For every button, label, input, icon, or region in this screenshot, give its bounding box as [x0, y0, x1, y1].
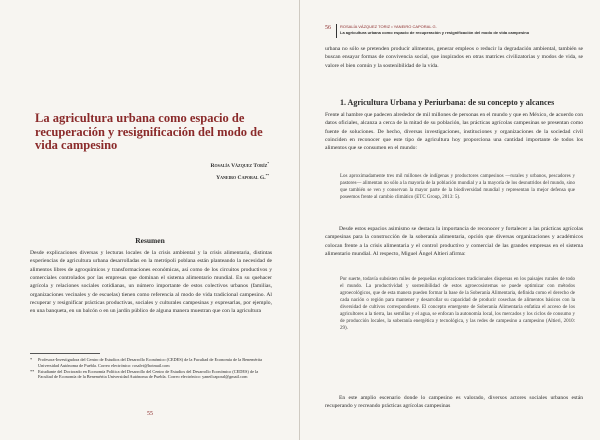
running-head — [340, 24, 529, 35]
footnote-1: * Profesora-Investigadora del Centro de Estudios del Desarrollo Económico (CEDES) de la Facultad de Economía de la Benemérita Universidad Autónoma de Puebla. Correo electrónico: rosalvt@hotmail.com — [30, 357, 263, 368]
author-1: Rosalía Vázquez Toríz* — [210, 161, 269, 169]
block-quote-2: Por suerte, todavía subsisten miles de pequeñas explotaciones tradicionales dispersas en los paisajes rurales de todo el mundo. La productividad y sostenibilidad de estos agroecosistemas se puede optimizar con métodos agroecológicos, que de esta manera pueden formar la base de la Soberanía Alimentaria, definida como el derecho de cada nación o región para mantener y desarrollar su capacidad de producir cosechas de alimentos básicos con la diversidad de cultivos correspondiente. El concepto emergente de Soberanía Alimentaria enfatiza el acceso de los agricultores a la tierra, las semillas y el agua, se enfocan la autonomía local, los mercados y los ciclos de consumo y de producción locales, la soberanía energética y tecnológica, y las redes de campesino a campesino (Altieri, 2010: 29). — [340, 277, 575, 331]
paragraph-1: Frente al hambre que padecen alrededor de mil millones de personas en el mundo y que en México, de acuerdo con datos oficiales, alcanza a cerca de la mitad de su población, las prácticas agrícolas campesinas se presentan como fuente de soluciones. De hecho, diversas investigaciones, instituciones y organizaciones de la sociedad civil coinciden en reconocer que este tipo de agricultura hoy proporciona una cantidad importante de todos los alimentos que se consumen en el mundo: — [325, 112, 583, 152]
running-head-title: La agricultura urbana como espacio de recuperación y resignificación del modo de vida campesino — [340, 29, 530, 35]
footnote-2: ** Estudiante del Doctorado en Economía Política del Desarrollo del Centro de Estudios del Desarrollo Económico (CEDES) de la Facultad de Economía de la Benemérita Universidad Autónoma de Puebla. Correo electrónico: yaneilcaporal@gmail.com — [30, 368, 259, 380]
article-title: La agricultura urbana como espacio de recuperación y resignificación del modo de vida campesino — [35, 111, 263, 152]
author-2: Yaneiro Caporal G.** — [216, 173, 269, 181]
page-number-left: 55 — [147, 411, 153, 417]
section-heading: 1. Agricultura Urbana y Periurbana: de su concepto y alcances — [340, 98, 555, 107]
running-head-divider — [336, 24, 337, 38]
paragraph-3: En este amplio escenario donde lo campesino es valorado, diversos actores sociales urbanos están recuperando y recreando prácticas agrícolas campesinas — [325, 395, 583, 410]
author-list — [210, 160, 269, 184]
block-quote-1: Los aproximadamente tres mil millones de indígenas y productores campesinos —rurales y urbanos, pescadores y pastores— alimentan no sólo a la mayoría de la población mundial y a la mayoría de los desnutridos del mundo, sino que también se ven y conservan la mayor parte de la biodiversidad mundial y representan la mejor defensa que poseemos frente al cambio climático (ETC Group, 2013: 5). — [340, 174, 575, 200]
footnotes — [30, 357, 272, 380]
abstract-text: Desde explicaciones diversas y lecturas locales de la crisis ambiental y la crisis alimentaria, distintas experiencias de agricultura urbana desarrolladas en la metrópoli poblana están planteando la necesidad de alimentos libres de agroquímicos y transformaciones económicas, así como de los circuitos productivos y comerciales controlados por las empresas que dominan el sistema alimentario mundial. En su quehacer agrícola y relaciones sociales cotidianas, un número importante de estos colectivos urbanos (familias, organizaciones vecinales y de escuelas) tienen como referencia al modo de vida tradicional campesino. Al recuperar y resignificar prácticas productivas, sociales y culturales campesinas y expresarlas, por ejemplo, en una banqueta, en un balcón o en un jardín público de alguna manera muestran que con la agricultura — [30, 250, 272, 315]
paragraph-2: Desde estos espacios asimismo se destaca la importancia de reconocer y fortalecer a las prácticas agrícolas campesinas para la construcción de la soberanía alimentaria, opción que diversas organizaciones y académicos colocan frente a la crisis alimentaria y el control productivo y comercial de las grandes empresas en el sistema alimentario mundial. Al respecto, Miguel Ángel Altieri afirma: — [325, 226, 583, 257]
abstract-heading: Resumen — [135, 236, 165, 245]
footnote-divider — [30, 353, 100, 354]
running-head-authors: ROSALÍA VÁZQUEZ TORIZ • YANEIRO CAPORAL G. — [340, 24, 437, 29]
page-number-right: 56 — [325, 25, 331, 31]
intro-paragraph: urbana no sólo se pretenden producir alimentos, generar empleos o reducir la degradación ambiental, también se buscan ensayar formas de convivencia social, que inspirados en otras matrices civilizatorias y modos de vida, se valore el bien común y la sostenibilidad de la vida. — [325, 46, 583, 69]
right-page — [300, 0, 600, 440]
